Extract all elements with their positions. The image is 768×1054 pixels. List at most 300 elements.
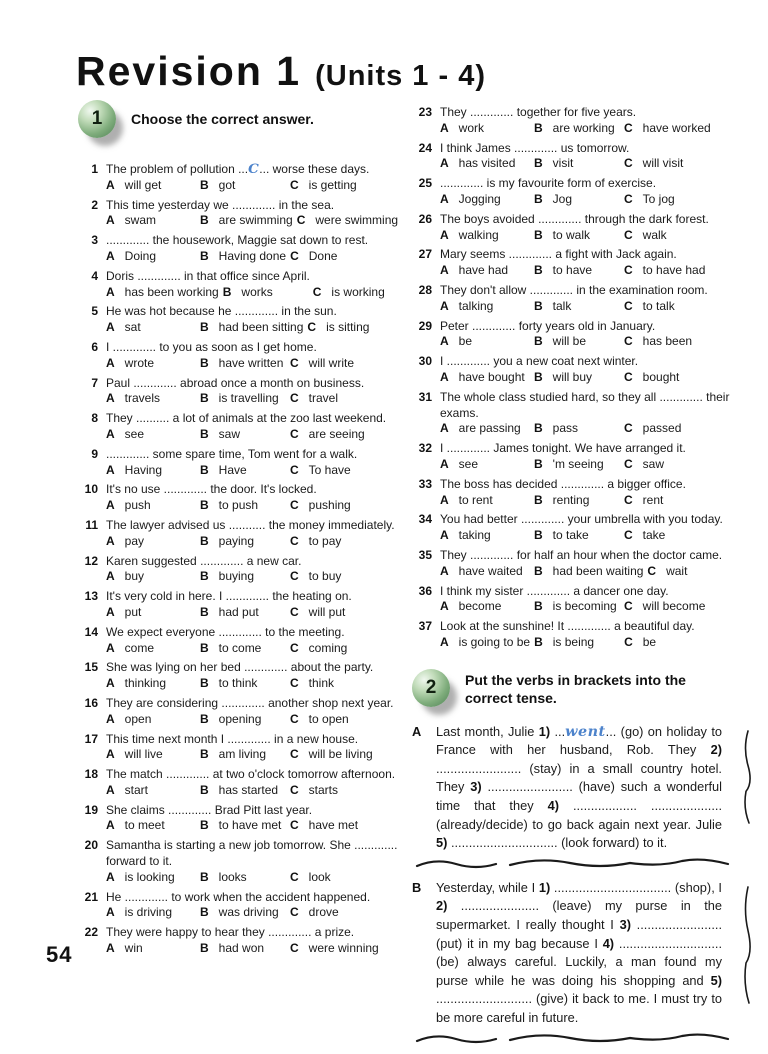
option-text: are passing [458,421,521,436]
option-c [290,605,345,621]
option-c [624,493,663,509]
option-letter: A [106,569,115,584]
option-b [200,905,286,921]
question-text: We expect everyone ............. to the meeting. [106,624,345,639]
option-b [534,299,620,315]
option-text: come [124,640,155,655]
option-text: is going to be [458,634,531,649]
option-letter: C [624,298,633,313]
option-c [647,564,687,580]
option-c [624,370,679,386]
question-options [106,569,406,585]
option-letter: C [624,456,633,471]
option-c [624,528,665,544]
page-number: 54 [46,942,73,967]
question-item [412,283,742,315]
question-text: They .......... a lot of animals at the zoo last weekend. [106,411,387,426]
option-b [200,712,286,728]
question-options [106,391,406,407]
question-body [106,447,406,479]
exercise1-badge: 1 [91,108,103,129]
option-letter: A [106,320,115,335]
question-options [106,818,406,834]
option-text: buying [218,569,255,584]
question-body [106,838,406,885]
question-text: She was lying on her bed ............. about the party. [106,660,374,675]
option-text: will get [124,177,162,192]
question-number: 21 [84,889,98,904]
option-letter: C [624,421,633,436]
blank-number: 5) [710,972,722,988]
option-b [200,463,286,479]
option-b [534,192,620,208]
question-number: 26 [418,211,432,226]
question-number: 33 [418,476,432,491]
option-a [106,285,219,301]
option-letter: A [106,711,115,726]
option-a [106,605,196,621]
option-text: are working [552,120,615,135]
option-text: renting [552,492,590,507]
option-letter: B [200,462,209,477]
option-letter: A [106,462,115,477]
option-a [440,635,530,651]
question-options [106,712,406,728]
option-text: bought [642,369,680,384]
option-letter: B [534,421,543,436]
option-text: be [642,634,657,649]
option-text: pushing [308,498,351,513]
question-body [106,198,406,230]
option-text: have written [218,355,284,370]
option-letter: A [440,263,449,278]
option-letter: A [106,676,115,691]
handwritten-answer: C [248,161,260,177]
question-body [440,584,742,616]
option-text: To have [308,462,351,477]
question-number: 13 [84,589,98,604]
question-item [78,890,406,922]
question-text: The whole class studied hard, so they all ............. their exams. [440,389,730,420]
question-options [106,213,406,229]
option-a [440,599,530,615]
question-item [78,518,406,550]
option-letter: C [290,640,299,655]
question-item [78,589,406,621]
option-c [290,463,351,479]
option-b [200,427,286,443]
option-a [440,421,530,437]
option-text: pay [124,533,145,548]
option-text: had been waiting [552,563,644,578]
option-letter: B [200,869,209,884]
option-letter: A [106,818,115,833]
question-item [78,838,406,885]
option-letter: C [624,492,633,507]
option-a [440,493,530,509]
question-options [106,249,406,265]
option-text: taking [458,528,491,543]
blank-number: 2) [710,742,722,758]
title-main: Revision 1 [76,48,302,94]
question-options [106,747,406,763]
option-letter: B [200,818,209,833]
option-letter: C [290,391,299,406]
option-c [624,121,711,137]
option-letter: B [200,711,209,726]
question-item [78,233,406,265]
question-number: 18 [84,767,98,782]
option-text: Jog [552,191,573,206]
option-b [200,213,293,229]
option-letter: B [200,177,209,192]
pen-edge-squiggle [740,885,752,1005]
option-b [200,534,286,550]
question-item [78,447,406,479]
question-number: 20 [84,838,98,853]
question-options [440,263,742,279]
option-text: saw [218,426,241,441]
exercise1-instruction: Choose the correct answer. [131,111,314,127]
option-c [307,320,369,336]
option-text: had put [218,604,259,619]
option-letter: B [200,676,209,691]
question-text: Paul ............. abroad once a month on business. [106,375,365,390]
question-item [412,212,742,244]
option-letter: B [200,905,209,920]
option-letter: A [106,248,115,263]
option-text: has visited [458,156,516,171]
option-letter: A [440,191,449,206]
option-letter: B [200,782,209,797]
option-a [106,178,196,194]
option-letter: C [290,248,299,263]
option-text: open [124,711,152,726]
option-letter: B [200,604,209,619]
question-item [78,925,406,957]
option-c [624,156,683,172]
option-b [534,228,620,244]
option-letter: C [307,320,317,335]
question-options [440,370,742,386]
option-text: will become [642,599,706,614]
question-number: 36 [418,583,432,598]
question-item [412,584,742,616]
question-body [106,803,406,835]
blank-number: 3) [619,917,631,933]
option-text: Done [308,248,338,263]
option-letter: A [106,869,115,884]
question-text: ............. is my favourite form of exercise. [440,176,657,191]
option-text: has started [218,782,279,797]
option-a [440,192,530,208]
question-number: 6 [91,339,98,354]
question-options [440,564,742,580]
option-b [200,676,286,692]
option-letter: B [200,426,209,441]
option-text: got [218,177,236,192]
option-b [200,641,286,657]
question-body [440,176,742,208]
question-item [412,477,742,509]
question-options [440,192,742,208]
option-text: rent [642,492,664,507]
exercise2-paragraphs [412,723,742,1046]
question-number: 15 [84,660,98,675]
option-text: sat [124,320,141,335]
question-body [440,247,742,279]
option-text: have waited [458,563,523,578]
question-item [412,354,742,386]
question-options [440,421,742,437]
option-a [440,457,530,473]
option-letter: A [440,599,449,614]
question-text: Peter ............. forty years old in January. [440,318,656,333]
option-letter: A [440,227,449,242]
question-number: 7 [91,375,98,390]
question-body [440,354,742,386]
option-b [534,421,620,437]
option-c [624,228,667,244]
option-letter: B [534,528,543,543]
option-letter: B [534,120,543,135]
question-options [440,528,742,544]
option-letter: B [534,263,543,278]
option-letter: A [106,391,115,406]
option-letter: C [647,563,657,578]
option-text: will put [308,604,346,619]
blank-number: 4) [602,935,615,951]
option-text: has been [642,334,693,349]
option-text: will write [308,355,355,370]
question-text: The boss has decided ............. a bigger office. [440,476,686,491]
option-c [624,334,692,350]
option-c [624,457,664,473]
option-letter: C [290,426,299,441]
option-a [440,299,530,315]
option-letter: A [440,421,449,436]
question-text: They ............. together for five years. [440,105,637,119]
option-letter: A [440,298,449,313]
question-options [440,299,742,315]
question-number: 17 [84,731,98,746]
question-body [440,283,742,315]
question-body [106,518,406,550]
option-a [440,263,530,279]
option-text: to rent [458,492,493,507]
option-text: is working [331,284,385,299]
option-text: to open [308,711,349,726]
option-c [624,635,656,651]
option-c [624,599,705,615]
question-item [78,732,406,764]
option-letter: C [312,284,322,299]
option-text: wait [666,563,688,578]
exercise1-header [78,100,406,138]
exercise2-badge: 2 [425,676,437,698]
option-text: work [458,120,485,135]
option-b [534,156,620,172]
option-a [106,213,196,229]
option-letter: A [106,355,115,370]
option-b [534,564,643,580]
option-letter: B [534,227,543,242]
option-c [624,299,675,315]
question-options [106,534,406,550]
option-a [440,370,530,386]
option-b [200,498,286,514]
pen-underline-squiggle [414,1030,732,1046]
question-options [106,463,406,479]
option-c [290,569,341,585]
question-body [106,482,406,514]
option-text: is travelling [218,391,279,406]
option-a [440,564,530,580]
option-letter: A [106,905,115,920]
option-letter: A [440,456,449,471]
option-letter: A [106,213,115,228]
title-units: (Units 1 - 4) [315,60,486,92]
option-letter: A [106,426,115,441]
option-c [290,870,331,886]
blank-number: 2) [436,898,448,914]
question-item [78,376,406,408]
option-b [534,599,620,615]
question-options [106,498,406,514]
question-item [78,803,406,835]
option-letter: B [534,369,543,384]
option-letter: C [290,462,299,477]
question-item [78,304,406,336]
option-text: Having [124,462,163,477]
question-options [106,605,406,621]
question-options [106,427,406,443]
option-b [200,569,286,585]
question-options [106,941,406,957]
option-c [290,641,347,657]
question-body [440,441,742,473]
question-item [412,619,742,651]
question-text: The boys avoided ............. through the dark forest. [440,211,709,226]
exercise1-number-ball-icon [78,100,116,138]
question-body [106,340,406,372]
question-body [106,411,406,443]
option-c [290,427,365,443]
question-options [440,121,742,137]
option-text: saw [642,456,665,471]
option-c [290,941,379,957]
question-options [440,334,742,350]
option-letter: B [200,498,209,513]
option-text: to come [218,640,262,655]
option-letter: B [200,320,209,335]
question-body [440,105,742,137]
option-text: to pay [308,533,342,548]
option-text: To jog [642,191,675,206]
option-b [534,493,620,509]
option-a [106,391,196,407]
option-letter: C [624,227,633,242]
handwritten-answer: went [565,723,606,740]
question-body [106,589,406,621]
question-number: 10 [84,482,98,497]
question-number: 28 [418,282,432,297]
option-a [440,121,530,137]
option-text: opening [218,711,262,726]
question-text: They are considering ............. another shop next year. [106,695,394,710]
option-letter: A [440,634,449,649]
option-text: visit [552,156,574,171]
option-c [297,213,398,229]
option-text: to meet [124,818,165,833]
option-text: am living [218,747,267,762]
blank-number: 5) [436,835,448,851]
option-c [290,905,339,921]
question-options [106,285,406,301]
question-text: You had better ............. your umbrella with you today. [440,512,723,527]
option-text: starts [308,782,339,797]
question-options [106,641,406,657]
blank-number: 4) [547,798,559,814]
question-number: 3 [91,233,98,248]
left-column [78,100,406,961]
option-letter: C [290,604,299,619]
option-letter: C [296,213,306,228]
question-body [440,548,742,580]
option-text: to have met [218,818,282,833]
option-text: are seeing [308,426,365,441]
option-text: are swimming [218,213,293,228]
paragraph-label: A [412,723,422,739]
option-b [200,178,286,194]
paragraph-text: Yesterday, while I 1) ................................. (shop), I 2) ...................... (leave) my purse in the supermarket. I really thought I 3) ........................ (put) it in my bag because I 4) ............................. (be) always careful. Luckily, a man found my purse while he was doing his shopping and 5) ........................... (give) it back to me. I must try to be more careful in future. [436,879,722,1026]
option-letter: C [290,569,299,584]
option-b [200,783,286,799]
pen-underline-squiggle [414,855,732,871]
option-text: drove [308,905,339,920]
option-letter: C [290,533,299,548]
option-text: were winning [308,941,379,956]
question-body [106,304,406,336]
option-a [106,905,196,921]
option-c [624,263,705,279]
question-item [412,176,742,208]
option-letter: A [440,156,449,171]
exercise2-instruction: Put the verbs in brackets into the correct tense. [465,671,686,706]
question-text: This time yesterday we ............. in the sea. [106,197,335,212]
question-text: He ............. to work when the accident happened. [106,889,371,904]
question-text: I think my sister ............. a dancer one day. [440,583,669,598]
option-b [200,249,286,265]
option-letter: A [106,941,115,956]
question-item [412,548,742,580]
option-letter: B [534,492,543,507]
option-letter: C [290,747,299,762]
option-b [534,528,620,544]
option-letter: C [290,905,299,920]
question-text: Mary seems ............. a fight with Jack again. [440,247,677,262]
option-letter: A [106,284,115,299]
question-text: I ............. James tonight. We have arranged it. [440,441,686,456]
option-letter: C [290,818,299,833]
option-text: walk [642,227,667,242]
option-text: talking [458,298,494,313]
question-item [412,247,742,279]
question-body [440,512,742,544]
option-letter: A [106,640,115,655]
question-options [106,905,406,921]
question-text: The lawyer advised us ........... the money immediately. [106,517,395,532]
